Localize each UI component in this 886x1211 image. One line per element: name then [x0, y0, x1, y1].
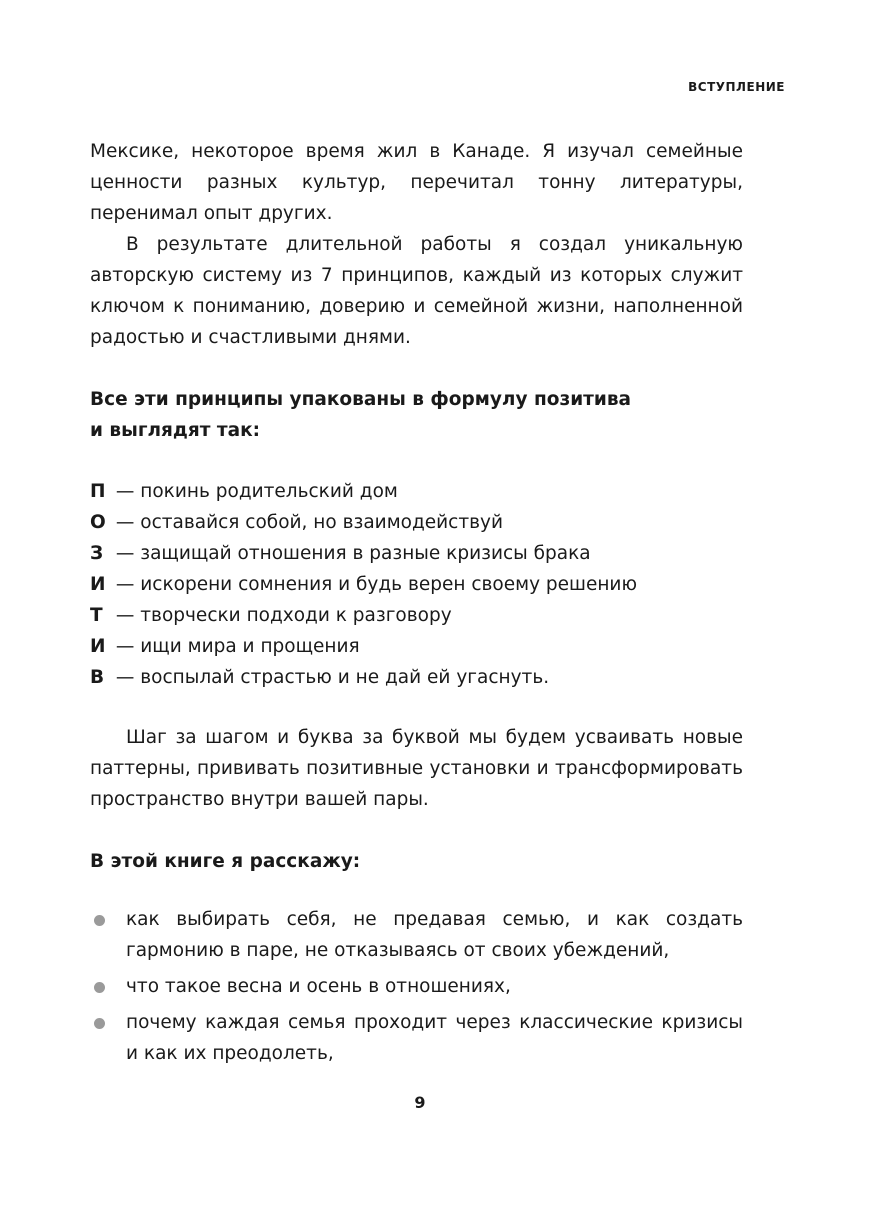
page-number: 9 — [414, 1093, 426, 1112]
formula-item — [90, 569, 743, 600]
bullet-item — [90, 904, 743, 966]
formula-letter: О — [90, 512, 106, 533]
formula-text: — покинь родительский дом — [110, 481, 398, 502]
bullet-dot-icon — [94, 1018, 105, 1029]
formula-letter: З — [90, 543, 104, 564]
bullet-list — [90, 904, 743, 1069]
formula-letter: И — [90, 574, 106, 595]
formula-text: — оставайся собой, но взаимодействуй — [110, 512, 503, 533]
formula-item — [90, 538, 743, 569]
formula-text: — ищи мира и прощения — [110, 636, 360, 657]
running-head: ВСТУПЛЕНИЕ — [688, 80, 785, 94]
formula-letter: В — [90, 667, 105, 688]
formula-letter: П — [90, 481, 106, 502]
bullet-dot-icon — [94, 982, 105, 993]
formula-item — [90, 476, 743, 507]
bullet-list-block — [90, 904, 743, 1074]
paragraph-3: Шаг за шагом и буква за буквой мы будем усваивать новые паттерны, прививать позитивные установки и трансформировать пространство внутри вашей пары. — [90, 727, 743, 810]
book-page — [90, 0, 785, 1211]
bullet-text: как выбирать себя, не предавая семью, и как создать гармонию в паре, не отказываясь от своих убеждений, — [126, 909, 743, 961]
formula-item — [90, 600, 743, 631]
bullet-item — [90, 971, 743, 1002]
formula-letter: И — [90, 636, 106, 657]
paragraph-2: В результате длительной работы я создал уникальную авторскую систему из 7 принципов, каждый из которых служит ключом к пониманию, доверию и семейной жизни, наполненной радостью и счастливыми днями. — [90, 234, 743, 348]
formula-text: — искорени сомнения и будь верен своему решению — [110, 574, 638, 595]
formula-text: — защищай отношения в разные кризисы брака — [110, 543, 591, 564]
book-intro-heading: В этой книге я расскажу: — [90, 851, 361, 872]
formula-intro — [90, 384, 743, 446]
formula-list-block — [90, 476, 743, 693]
book-intro — [90, 846, 743, 877]
paragraph-1: Мексике, некоторое время жил в Канаде. Я изучал семейные ценности разных культур, перечитал тонну литературы, перенимал опыт других. — [90, 141, 743, 224]
formula-letter: Т — [90, 605, 103, 626]
formula-text: — творчески подходи к разговору — [110, 605, 452, 626]
bullet-item — [90, 1007, 743, 1069]
bullet-text: что такое весна и осень в отношениях, — [126, 976, 511, 997]
formula-item — [90, 507, 743, 538]
formula-list — [90, 476, 743, 693]
formula-item — [90, 662, 743, 693]
formula-intro-line-1: Все эти принципы упакованы в формулу позитива — [90, 389, 632, 410]
bullet-text: почему каждая семья проходит через классические кризисы и как их преодолеть, — [126, 1012, 743, 1064]
formula-intro-line-2: и выглядят так: — [90, 420, 261, 441]
text-block-intro — [90, 136, 743, 353]
bullet-dot-icon — [94, 915, 105, 926]
text-block-steps — [90, 722, 743, 815]
formula-item — [90, 631, 743, 662]
formula-text: — воспылай страстью и не дай ей угаснуть. — [110, 667, 550, 688]
